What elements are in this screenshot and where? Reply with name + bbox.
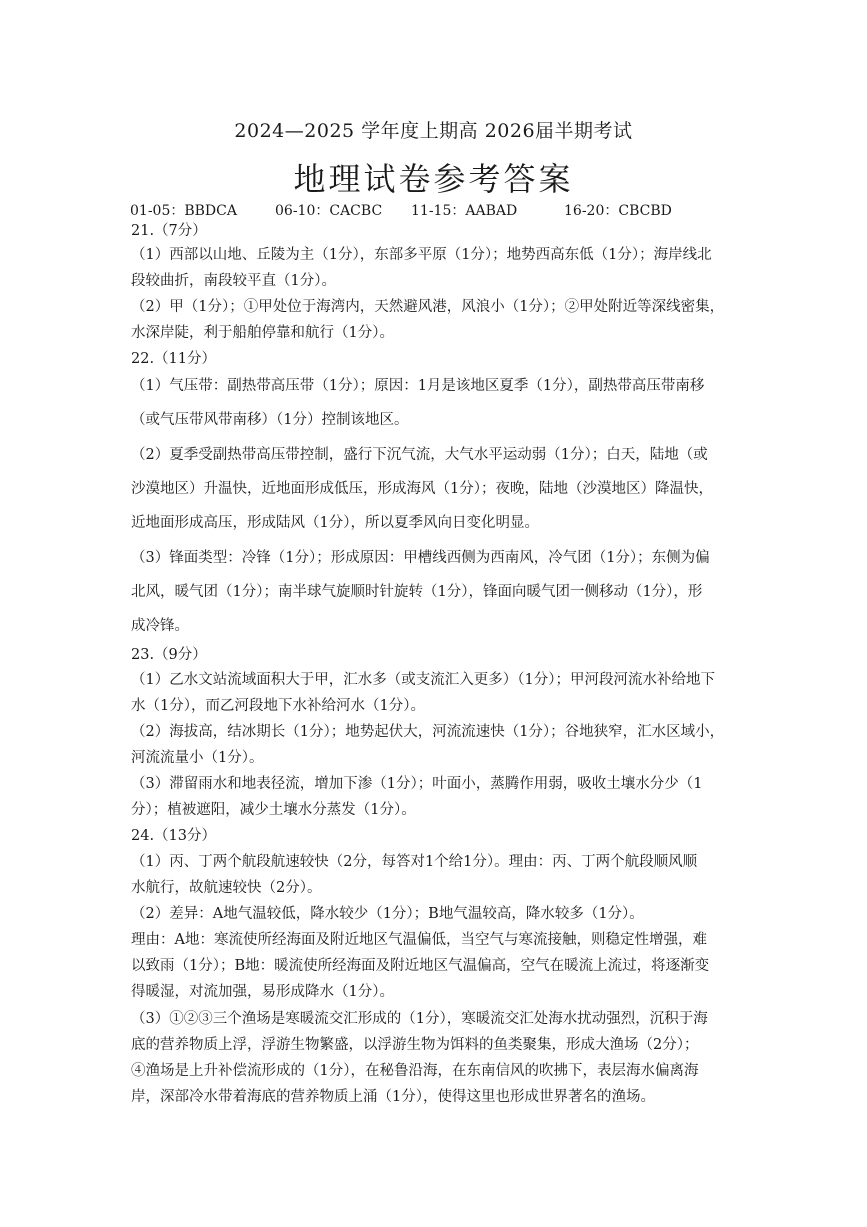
answer-line: 以致雨（1分）；B地：暖流使所经海面及附近地区气温偏高，空气在暖流上流过，将逐渐变: [131, 958, 710, 974]
answer-line: 水（1分），而乙河段地下水补给河水（1分）。: [131, 698, 425, 714]
mc-answer-group: 06-10：CACBC: [275, 203, 383, 219]
question-24-heading: 24.（13分）: [131, 828, 217, 844]
answer-line: （1）西部以山地、丘陵为主（1分），东部多平原（1分）；地势西高东低（1分）；海岸线北: [131, 247, 712, 263]
question-23-heading: 23.（9分）: [131, 647, 207, 663]
mc-answer-group: 01-05：BBDCA: [130, 203, 237, 219]
answer-line: （3）①②③三个渔场是寒暖流交汇形成的（1分），寒暖流交汇处海水扰动强烈，沉积于海: [131, 1011, 708, 1027]
exam-title: 2024—2025 学年度上期高 2026届半期考试: [234, 120, 633, 142]
answer-line: 成冷锋。: [131, 618, 189, 634]
answer-line: 水航行，故航速较快（2分）。: [131, 880, 322, 896]
answer-line: （2）甲（1分）；①甲处位于海湾内，天然避风港，风浪小（1分）；②甲处附近等深线密集，: [131, 299, 725, 315]
answer-line: （2）夏季受副热带高压带控制，盛行下沉气流，大气水平运动弱（1分）；白天，陆地（或: [131, 447, 708, 463]
answer-line: （3）滞留雨水和地表径流，增加下渗（1分）；叶面小，蒸腾作用弱，吸收土壤水分少（1: [131, 776, 703, 792]
answer-line: 段较曲折，南段较平直（1分）。: [131, 273, 336, 289]
answer-line: 河流流量小（1分）。: [131, 750, 264, 766]
mc-answer-group: 16-20：CBCBD: [564, 203, 672, 219]
answer-line: ④渔场是上升补偿流形成的（1分），在秘鲁沿海，在东南信风的吹拂下，表层海水偏离海: [131, 1063, 699, 1079]
answer-line: （1）气压带：副热带高压带（1分）；原因：1月是该地区夏季（1分），副热带高压带南移: [131, 378, 705, 394]
question-22-heading: 22.（11分）: [131, 351, 217, 367]
answer-line: （2）差异：A地气温较低，降水较少（1分）；B地气温较高，降水较多（1分）。: [131, 906, 644, 922]
answer-line: （1）丙、丁两个航段航速较快（2分，每答对1个给1分）。理由：丙、丁两个航段顺风顺: [131, 854, 698, 870]
answer-line: 理由：A地：寒流使所经海面及附近地区气温偏低，当空气与寒流接触，则稳定性增强，难: [131, 932, 707, 948]
mc-answer-group: 11-15：AABAD: [411, 203, 518, 219]
answer-line: 分）；植被遮阳，减少土壤水分蒸发（1分）。: [131, 802, 416, 818]
answer-line: 底的营养物质上浮，浮游生物繁盛，以浮游生物为饵料的鱼类聚集，形成大渔场（2分）；: [131, 1037, 699, 1053]
answer-line: 沙漠地区）升温快，近地面形成低压，形成海风（1分）；夜晚，陆地（沙漠地区）降温快，: [131, 481, 713, 497]
answer-line: 岸，深部冷水带着海底的营养物质上涌（1分），使得这里也形成世界著名的渔场。: [131, 1089, 655, 1105]
multiple-choice-answers: [130, 200, 750, 220]
subject-title: 地理试卷参考答案: [293, 160, 574, 198]
question-21-heading: 21.（7分）: [131, 223, 207, 239]
answer-line: 得暖湿，对流加强，易形成降水（1分）。: [131, 984, 394, 1000]
answer-line: （2）海拔高，结冰期长（1分）；地势起伏大，河流流速快（1分）；谷地狭窄，汇水区域小，: [131, 724, 725, 740]
answer-line: 北风，暖气团（1分）；南半球气旋顺时针旋转（1分），锋面向暖气团一侧移动（1分），形: [131, 584, 703, 600]
answer-line: （或气压带风带南移）（1分）控制该地区。: [131, 412, 409, 428]
answer-line: 水深岸陡，利于船舶停靠和航行（1分）。: [131, 325, 394, 341]
answer-line: （3）锋面类型：冷锋（1分）；形成原因：甲槽线西侧为西南风，冷气团（1分）；东侧为偏: [131, 550, 710, 566]
answer-line: （1）乙水文站流域面积大于甲，汇水多（或支流汇入更多）（1分）；甲河段河流水补给地下: [131, 672, 715, 688]
answer-line: 近地面形成高压，形成陆风（1分），所以夏季风向日变化明显。: [131, 515, 539, 531]
